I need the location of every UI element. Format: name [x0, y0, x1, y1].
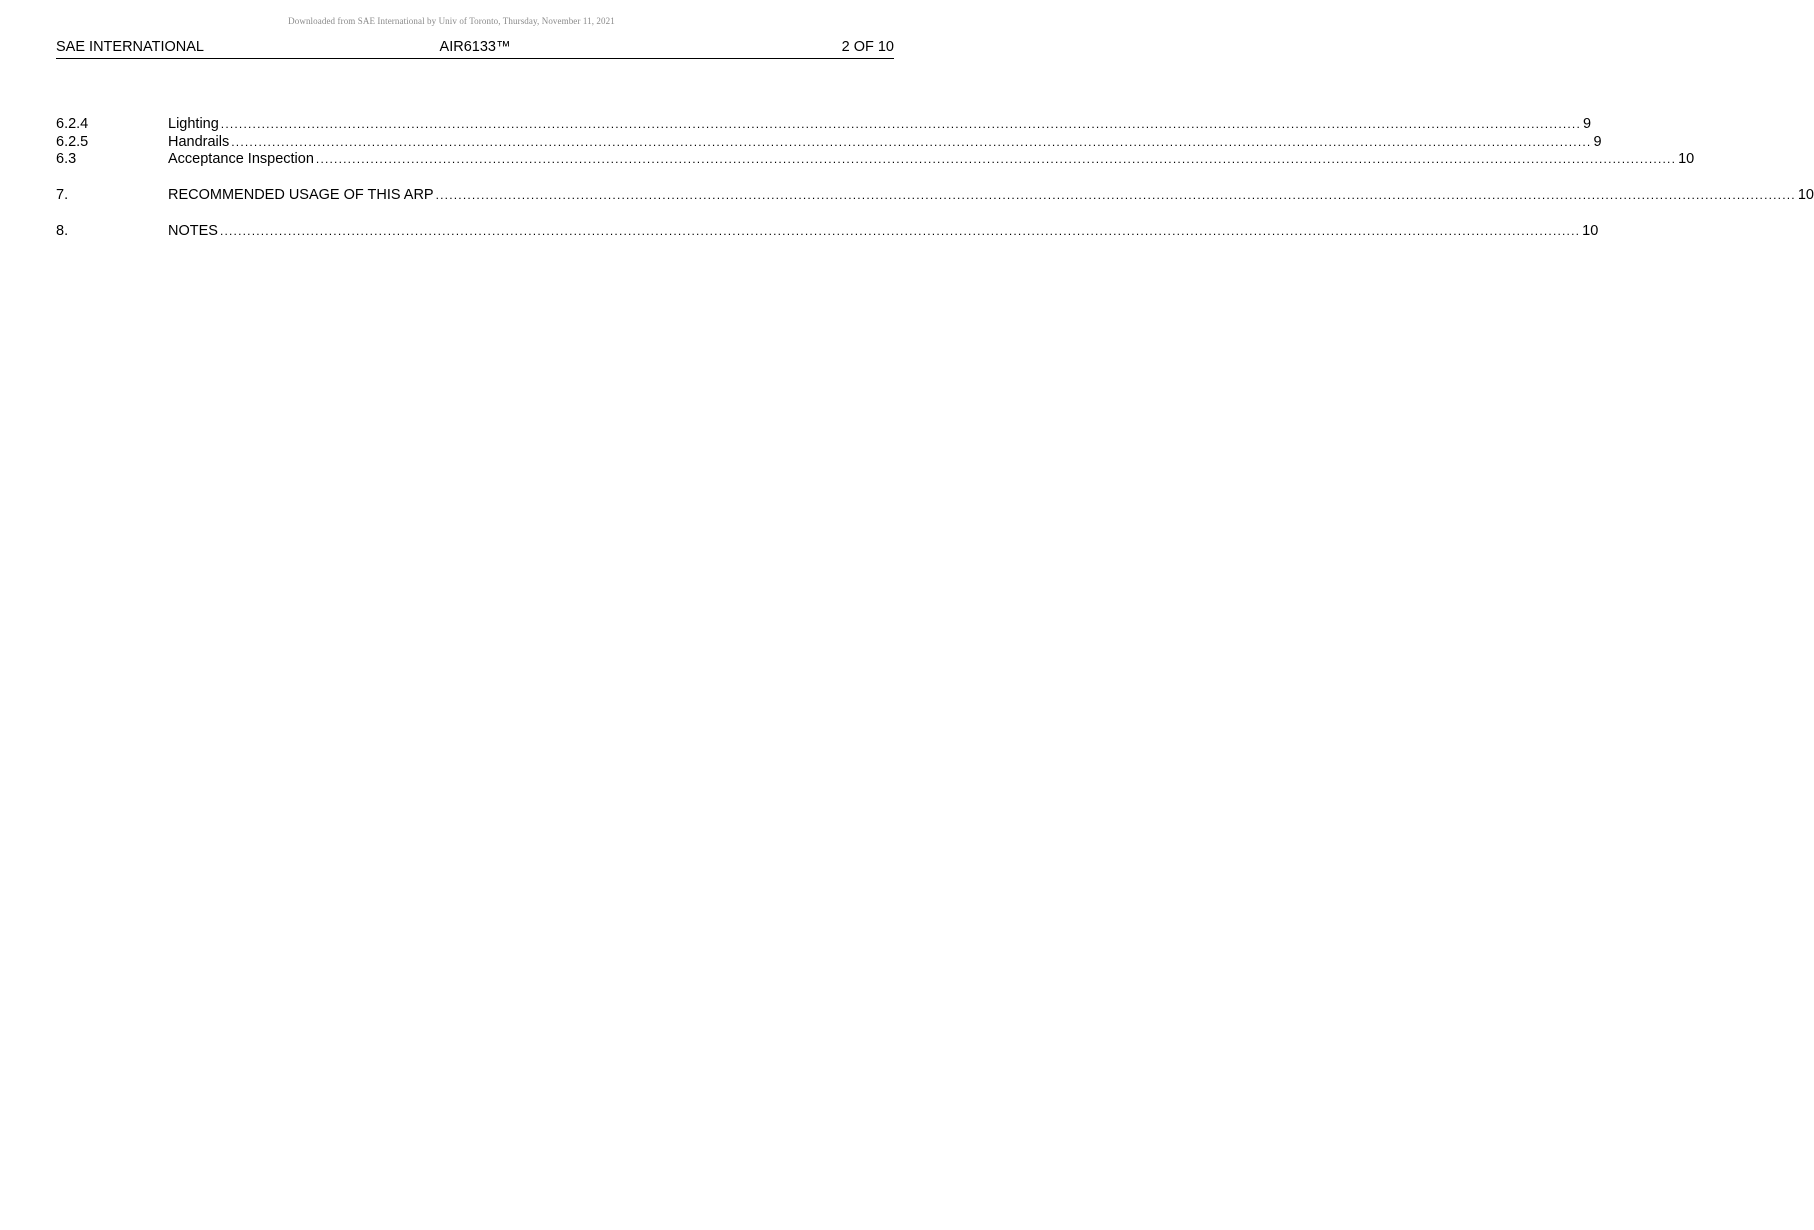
toc-dot-leader: ............................................................................................................................................................................................................................................................................................................ [220, 117, 1581, 131]
toc-entry-title: RECOMMENDED USAGE OF THIS ARP [168, 187, 434, 203]
toc-entry-page: 9 [1593, 133, 1602, 150]
toc-entry-number: 6.2.5 [56, 133, 89, 150]
toc-entry-title: Handrails [168, 133, 230, 150]
toc-entry[interactable] [56, 116, 1592, 134]
header-document-id: AIR6133™ [439, 39, 511, 55]
toc-entry-title: Lighting [168, 116, 219, 132]
toc-dot-leader: ............................................................................................................................................................................................................................................................................................................ [435, 188, 1796, 202]
toc-entry-title: Acceptance Inspection [168, 151, 314, 167]
toc-entry-number: 6.3 [56, 151, 77, 167]
header-organization: SAE INTERNATIONAL [56, 39, 204, 55]
toc-entry[interactable] [56, 133, 1602, 152]
page-header [56, 38, 894, 59]
toc-dot-leader: ............................................................................................................................................................................................................................................................................................................ [219, 224, 1581, 238]
toc-dot-leader: ............................................................................................................................................................................................................................................................................................................ [315, 152, 1677, 166]
toc-entry-number: 7. [56, 187, 69, 203]
toc-entry[interactable] [56, 187, 1814, 205]
toc-entry-page: 9 [1583, 116, 1592, 132]
toc-entry[interactable] [56, 223, 1599, 241]
toc-dot-leader: ............................................................................................................................................................................................................................................................................................................ [231, 134, 1592, 149]
table-of-contents [56, 116, 1814, 241]
download-watermark: Downloaded from SAE International by Univ of Toronto, Thursday, November 11, 2021 [288, 16, 615, 26]
toc-entry-title: NOTES [168, 223, 218, 239]
toc-entry-page: 10 [1582, 223, 1599, 239]
toc-entry-number: 6.2.4 [56, 116, 89, 132]
toc-entry[interactable] [56, 151, 1695, 169]
toc-entry-page: 10 [1797, 187, 1814, 203]
toc-entry-page: 10 [1678, 151, 1695, 167]
toc-entry-number: 8. [56, 223, 69, 239]
header-page-label: 2 OF 10 [841, 39, 894, 55]
